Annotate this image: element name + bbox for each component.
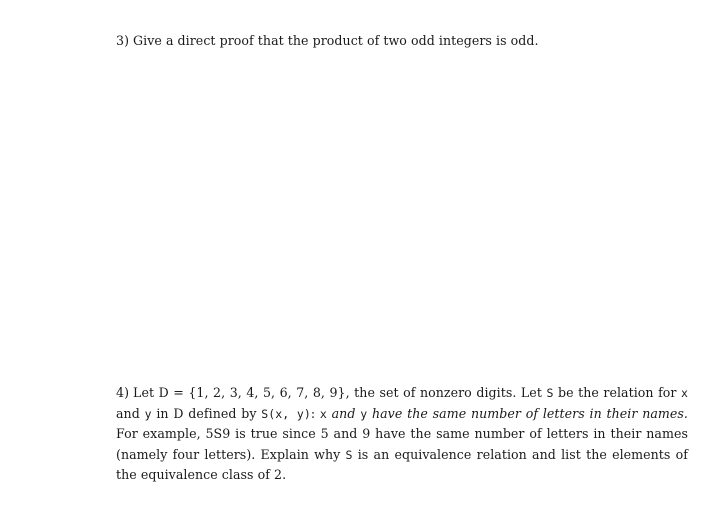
problem-4 xyxy=(116,383,688,486)
relation-s-symbol-2: S xyxy=(345,447,353,462)
problem-4-italic-2: have the same number of letters in their names. xyxy=(367,405,688,421)
relation-s-symbol: S xyxy=(546,386,554,400)
problem-4-text-9: is an equivalence relation and list the elements of the equivalence class of 2. xyxy=(116,446,688,482)
set-d-symbol-2: D xyxy=(173,405,184,421)
relation-s-of-xy: S(x, y) xyxy=(261,406,311,421)
set-d-symbol: D xyxy=(158,385,169,400)
problem-3 xyxy=(116,31,686,52)
problem-4-text-3: be the relation for xyxy=(553,385,682,400)
problem-3-text: Give a direct proof that the product of two odd integers is odd. xyxy=(133,33,539,48)
variable-y-2: y xyxy=(360,406,368,421)
problem-4-text-7: : xyxy=(310,405,320,421)
problem-4-text-5: in xyxy=(151,405,174,421)
problem-4-text-4: and xyxy=(116,405,145,421)
variable-x-2: x xyxy=(319,406,327,421)
variable-y: y xyxy=(144,406,152,421)
problem-4-italic-1: and xyxy=(326,405,361,421)
problem-4-number: 4) xyxy=(116,385,130,400)
problem-4-text-8: For example, 5S9 is true since 5 and 9 have the same number of letters in their names (namely four letters). Explain why xyxy=(116,426,688,462)
problem-4-text-6: defined by xyxy=(183,405,262,421)
problem-3-number: 3) xyxy=(116,33,130,48)
set-d-definition: = {1, 2, 3, 4, 5, 6, 7, 8, 9} xyxy=(168,385,346,400)
problem-4-text-2: , the set of nonzero digits. Let xyxy=(345,385,547,400)
problem-4-text-1: Let xyxy=(133,385,159,400)
variable-x: x xyxy=(681,386,688,400)
